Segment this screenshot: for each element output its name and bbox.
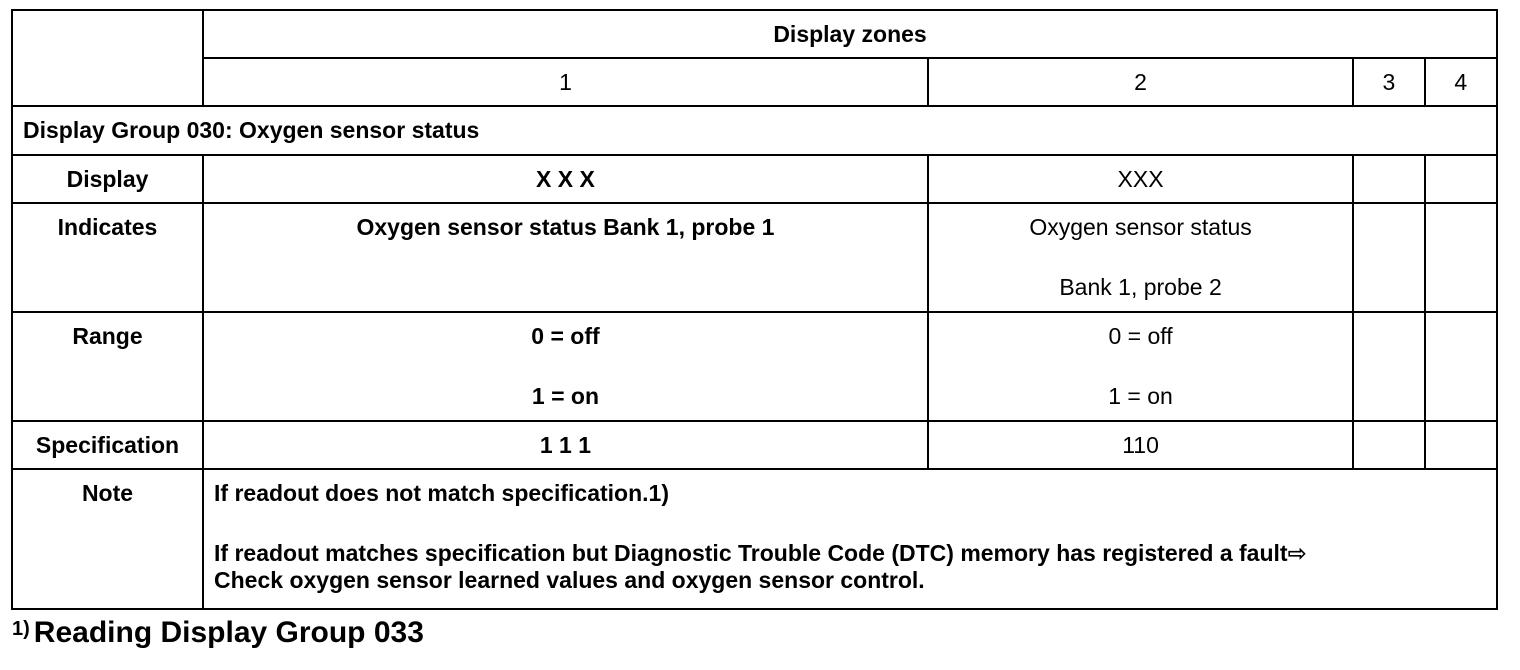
specification-zone-2: 110 (928, 421, 1353, 469)
display-zone-2: XXX (928, 155, 1353, 203)
range-zone-2-line-2: 1 = on (1108, 383, 1173, 410)
note-line-2: If readout matches specification but Diagnostic Trouble Code (DTC) memory has registered a fault⇨ (214, 540, 1307, 567)
zone-1-header: 1 (203, 58, 928, 106)
specification-zone-1: 1 1 1 (203, 421, 928, 469)
range-zone-2-line-1: 0 = off (1108, 323, 1173, 349)
indicates-zone-3 (1353, 203, 1424, 312)
display-zones-header: Display zones (203, 10, 1497, 58)
note-text (203, 469, 1497, 609)
specification-zone-4 (1425, 421, 1497, 469)
indicates-zone-2 (928, 203, 1353, 312)
note-line-3: Check oxygen sensor learned values and oxygen sensor control. (214, 566, 925, 593)
footnote (12, 616, 424, 650)
zone-number-row (12, 58, 1497, 106)
table-row-range (12, 312, 1497, 421)
corner-cell (12, 10, 203, 106)
zone-4-header: 4 (1425, 58, 1497, 106)
range-zone-4 (1425, 312, 1497, 421)
note-line-1: If readout does not match specification.1) (214, 480, 669, 506)
range-zone-2 (928, 312, 1353, 421)
display-zone-4 (1425, 155, 1497, 203)
table-row-note (12, 469, 1497, 609)
table-header-row (12, 10, 1497, 58)
display-zone-1: X X X (203, 155, 928, 203)
footnote-marker: 1) (12, 618, 30, 640)
row-label-indicates: Indicates (12, 203, 203, 312)
table-row-indicates (12, 203, 1497, 312)
display-group-title: Display Group 030: Oxygen sensor status (12, 106, 1497, 155)
display-zone-3 (1353, 155, 1424, 203)
row-label-specification: Specification (12, 421, 203, 469)
row-label-note: Note (12, 469, 203, 609)
row-label-display: Display (12, 155, 203, 203)
range-zone-1-line-2: 1 = on (531, 383, 600, 410)
table-row-specification (12, 421, 1497, 469)
group-title-row (12, 106, 1497, 155)
indicates-zone-2-line-1: Oxygen sensor status (1029, 214, 1252, 240)
range-zone-1-line-1: 0 = off (531, 323, 600, 349)
indicates-zone-1: Oxygen sensor status Bank 1, probe 1 (203, 203, 928, 312)
range-zone-3 (1353, 312, 1424, 421)
indicates-zone-2-line-2: Bank 1, probe 2 (1059, 274, 1222, 301)
row-label-range: Range (12, 312, 203, 421)
display-group-table (11, 9, 1498, 610)
specification-zone-3 (1353, 421, 1424, 469)
zone-3-header: 3 (1353, 58, 1424, 106)
table-row-display (12, 155, 1497, 203)
range-zone-1 (203, 312, 928, 421)
footnote-text: Reading Display Group 033 (33, 616, 424, 649)
zone-2-header: 2 (928, 58, 1353, 106)
indicates-zone-4 (1425, 203, 1497, 312)
